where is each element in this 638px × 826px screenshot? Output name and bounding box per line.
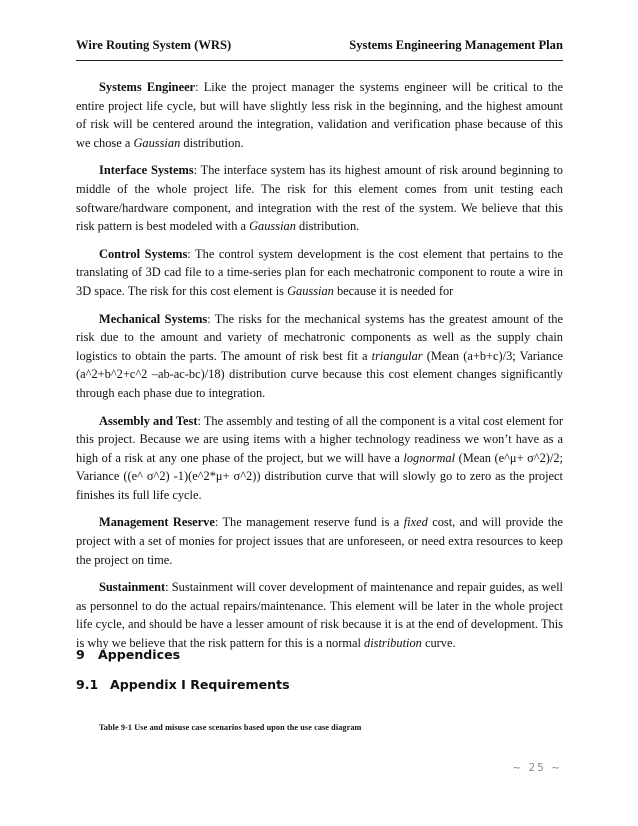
paragraph-text: : Sustainment will cover development of maintenance and repair guides, as well as personnel to do the actual repairs/maintenance. This element will be later in the whole project life cycle, and should be have a lesser amount of risk because it is at the end of development. This is why we believe that the risk pattern for this is a normal (76, 580, 563, 651)
paragraph-mechanical-systems (76, 310, 563, 403)
paragraph-text: because it is needed for (333, 283, 454, 298)
emphasis-text: Gaussian (287, 283, 334, 298)
term-assembly-and-test: Assembly and Test (99, 413, 198, 428)
heading-number: 9.1 (76, 677, 99, 692)
paragraph-text: : The assembly and testing of all the component is a vital cost element for this project. Because we are using items with a higher technology readiness we won’t have as a high of a risk at any one phase of the project, but we will have a (76, 413, 564, 465)
term-control-systems: Control Systems (99, 246, 188, 261)
emphasis-text: distribution (364, 636, 422, 651)
paragraph-text: (Mean (a+b+c)/3; Variance (a^2+b^2+c^2 –ab-ac-bc)/18) distribution curve because this cost element changes significantly through each phase due to integration. (76, 348, 563, 400)
page-header (76, 38, 563, 53)
paragraph-systems-engineer (76, 78, 563, 152)
paragraph-text: : The management reserve fund is a (214, 515, 404, 530)
page-number: ~ 25 ~ (512, 762, 562, 774)
paragraph-text: curve. (421, 636, 456, 651)
paragraph-assembly-and-test (76, 412, 563, 505)
paragraph-text: : Like the project manager the systems engineer will be critical to the entire project life cycle, but will have slightly less risk in the beginning, and the highest amount of risk will be centered around the integration, validation and verification phase because of this we chose a (76, 80, 563, 150)
paragraph-interface-systems (76, 161, 563, 235)
header-left-title: Wire Routing System (WRS) (76, 38, 232, 52)
emphasis-text: triangular (371, 348, 423, 363)
term-management-reserve: Management Reserve (99, 515, 215, 530)
header-right-title: Systems Engineering Management Plan (349, 38, 563, 52)
term-sustainment: Sustainment (99, 580, 166, 595)
emphasis-text: Gaussian (133, 135, 181, 150)
paragraph-text: : The risks for the mechanical systems has the greatest amount of the risk due to the amount and variety of mechatronic components as well as the supply chain logistics to obtain the parts. The amount of risk best fit a (76, 311, 563, 363)
term-interface-systems: Interface Systems (99, 163, 194, 178)
term-mechanical-systems: Mechanical Systems (99, 311, 208, 326)
heading-appendices (76, 647, 180, 662)
table-caption: Table 9-1 Use and misuse case scenarios based upon the use case diagram (99, 723, 362, 732)
emphasis-text: fixed (403, 515, 428, 530)
paragraph-text: : The control system development is the cost element that pertains to the translating of 3D cad file to a time-series plan for each mechatronic component to route a wire in 3D space. The risk for this cost element is (76, 246, 563, 298)
paragraph-sustainment (76, 578, 563, 652)
paragraph-text: distribution. (295, 219, 360, 234)
heading-title: Appendix I Requirements (110, 677, 290, 692)
emphasis-text: Gaussian (249, 219, 296, 234)
heading-appendix-requirements (76, 677, 290, 692)
paragraph-text: : The interface system has its highest amount of risk around beginning to middle of the whole project life. The risk for this element comes from unit testing each software/hardware component, and integration with the rest of the system. We believe that this risk pattern is best modeled with a (76, 163, 563, 234)
heading-number: 9 (76, 647, 85, 662)
header-rule (76, 60, 563, 61)
heading-title: Appendices (98, 647, 181, 662)
emphasis-text: lognormal (403, 450, 456, 465)
paragraph-text: distribution. (180, 135, 244, 150)
paragraph-text: (Mean (e^μ+ σ^2)/2; Variance ((e^ σ^2) -1)(e^2*μ+ σ^2)) distribution curve that will slowly go to zero as the project finishes its full life cycle. (76, 450, 563, 502)
paragraph-control-systems (76, 245, 563, 301)
body-text (76, 78, 563, 662)
term-systems-engineer: Systems Engineer (99, 80, 196, 94)
paragraph-management-reserve (76, 513, 563, 569)
paragraph-text: cost, and will provide the project with a set of monies for project issues that are unforeseen, or need extra resources to keep the project on time. (76, 515, 563, 567)
